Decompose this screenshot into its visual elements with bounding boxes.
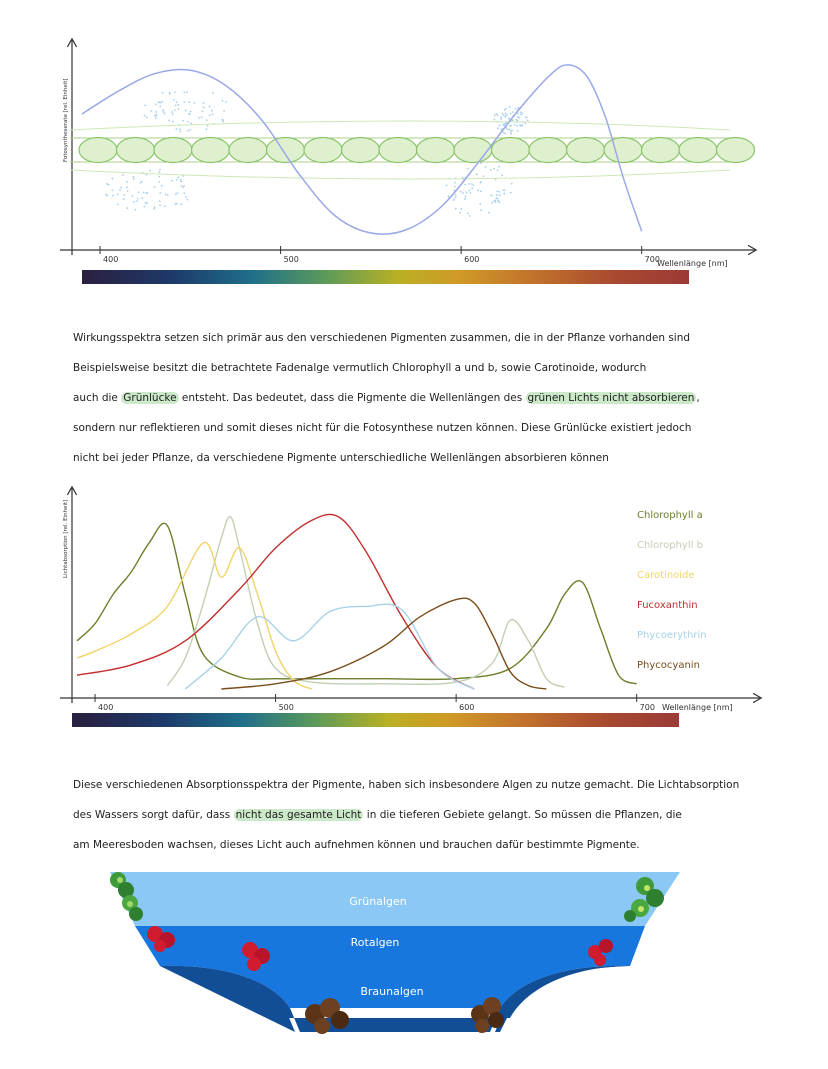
bubble-dot <box>512 111 514 113</box>
bubble-dot <box>179 128 181 130</box>
algae-cell <box>417 138 455 163</box>
bubble-dot <box>505 108 507 110</box>
bubble-dot <box>126 186 128 188</box>
bubble-dot <box>497 114 499 116</box>
bubble-dot <box>503 189 505 191</box>
bubble-dot <box>499 125 501 127</box>
bubble-dot <box>144 104 146 106</box>
bubble-dot <box>503 193 505 195</box>
bubble-dot <box>460 191 462 193</box>
bubble-dot <box>509 129 511 131</box>
series-line-fucoxanthin <box>77 514 474 689</box>
bubble-dot <box>122 174 124 176</box>
bubble-dot <box>203 106 205 108</box>
algae-cell <box>267 138 305 163</box>
bubble-dot <box>155 103 157 105</box>
bubble-dot <box>112 195 114 197</box>
bubble-dot <box>164 113 166 115</box>
bubble-dot <box>459 212 461 214</box>
bubble-dot <box>497 127 499 129</box>
bubble-dot <box>222 121 224 123</box>
bubble-dot <box>502 113 504 115</box>
legend-item-phycocyanin: Phycocyanin <box>637 660 700 671</box>
bubble-dot <box>455 196 457 198</box>
text-line <box>73 383 763 413</box>
bubble-dot <box>488 212 490 214</box>
bubble-dot <box>467 212 469 214</box>
bubble-dot <box>496 190 498 192</box>
algae-cell <box>117 138 155 163</box>
bubble-dot <box>477 190 479 192</box>
bubble-dot <box>155 117 157 119</box>
bubble-dot <box>464 184 466 186</box>
bubble-dot <box>508 117 510 119</box>
algae-cell <box>529 138 567 163</box>
bubble-dot <box>111 189 113 191</box>
algae-cell <box>567 138 605 163</box>
bubble-dot <box>198 117 200 119</box>
bubble-dot <box>498 191 500 193</box>
bubble-dot <box>154 186 156 188</box>
bubble-dot <box>503 124 505 126</box>
ocean-algae-illustration <box>100 868 690 1038</box>
bubble-dot <box>174 109 176 111</box>
text-fragment: des Wassers sorgt dafür, dass <box>73 809 231 821</box>
bubble-dot <box>156 114 158 116</box>
bubble-dot <box>141 181 143 183</box>
bubble-dot <box>476 173 478 175</box>
bubble-dot <box>206 128 208 130</box>
algae-cell <box>304 138 342 163</box>
paragraph-action-spectrum <box>73 323 763 473</box>
bubble-dot <box>206 119 208 121</box>
bubble-dot <box>179 130 181 132</box>
bubble-dot <box>500 116 502 118</box>
color-spectrum-bar <box>82 270 689 284</box>
bubble-dot <box>505 112 507 114</box>
legend-item-phycoerythrin: Phycoerythrin <box>637 630 707 641</box>
bubble-dot <box>494 200 496 202</box>
algae-cell <box>79 138 117 163</box>
bubble-dot <box>509 125 511 127</box>
bubble-dot <box>159 169 161 171</box>
y-axis-label: Lichtabsorption [rel. Einheit] <box>63 499 69 578</box>
bubble-dot <box>212 113 214 115</box>
bubble-dot <box>175 203 177 205</box>
algae-cell <box>454 138 492 163</box>
bubble-dot <box>473 184 475 186</box>
series-line-chlorophyll-a <box>77 523 637 683</box>
bubble-dot <box>494 115 496 117</box>
bubble-dot <box>517 120 519 122</box>
bubble-dot <box>158 181 160 183</box>
bubble-dot <box>471 183 473 185</box>
algae-cell <box>379 138 417 163</box>
bubble-dot <box>182 120 184 122</box>
bubble-dot <box>136 200 138 202</box>
bubble-dot <box>176 101 178 103</box>
bubble-dot <box>493 168 495 170</box>
highlight-green-gap: Grünlücke <box>123 392 177 404</box>
text-line: nicht bei jeder Pflanze, da verschiedene Pigmente unterschiedliche Wellenlängen absorbieren können <box>73 452 609 464</box>
x-tick-label: 500 <box>283 255 299 264</box>
x-tick-label: 400 <box>103 255 119 264</box>
bubble-dot <box>171 111 173 113</box>
x-tick-label: 700 <box>644 255 660 264</box>
bubble-dot <box>123 194 125 196</box>
bubble-dot <box>524 122 526 124</box>
bubble-dot <box>149 170 151 172</box>
bubble-dot <box>498 166 500 168</box>
bubble-dot <box>504 115 506 117</box>
x-tick-label: 600 <box>459 703 475 712</box>
bubble-dot <box>510 131 512 133</box>
bubble-dot <box>105 194 107 196</box>
bubble-dot <box>520 114 522 116</box>
bubble-dot <box>480 181 482 183</box>
bubble-dot <box>470 192 472 194</box>
bubble-dot <box>144 115 146 117</box>
bubble-dot <box>222 100 224 102</box>
bubble-dot <box>138 191 140 193</box>
bubble-dot <box>159 204 161 206</box>
bubble-dot <box>162 109 164 111</box>
x-axis-label: Wellenlänge [nm] <box>657 259 728 268</box>
bubble-dot <box>171 180 173 182</box>
text-line: Beispielsweise besitzt die betrachtete Fadenalge vermutlich Chlorophyll a und b, sowie Carotinoide, wodurch <box>73 362 647 374</box>
bubble-dot <box>176 179 178 181</box>
bubble-dot <box>500 118 502 120</box>
bubble-dot <box>159 192 161 194</box>
bubble-dot <box>180 185 182 187</box>
series-line-phycocyanin <box>221 598 546 689</box>
algae-cell <box>604 138 642 163</box>
bubble-dot <box>162 92 164 94</box>
bubble-dot <box>132 195 134 197</box>
bubble-dot <box>468 183 470 185</box>
text-line: am Meeresboden wachsen, dieses Licht auch aufnehmen können und brauchen dafür bestimmte Pigmente. <box>73 839 640 851</box>
bubble-dot <box>180 179 182 181</box>
bubble-dot <box>209 106 211 108</box>
bubble-dot <box>185 196 187 198</box>
bubble-dot <box>521 124 523 126</box>
bubble-dot <box>177 104 179 106</box>
label-brown-algae: Braunalgen <box>360 985 424 998</box>
bubble-dot <box>491 202 493 204</box>
bubble-dot <box>175 193 177 195</box>
bubble-dot <box>469 215 471 217</box>
bubble-dot <box>126 181 128 183</box>
highlight-green-light: grünen Lichts nicht absorbieren <box>527 392 695 404</box>
y-axis-label: Fotosyntheserate [rel. Einheit] <box>63 78 69 162</box>
bubble-dot <box>137 198 139 200</box>
legend-item-carotinoide: Carotinoide <box>637 570 695 581</box>
algae-cell <box>679 138 717 163</box>
algae-cell <box>717 138 755 163</box>
bubble-dot <box>184 91 186 93</box>
bubble-dot <box>183 101 185 103</box>
bubble-dot <box>202 102 204 104</box>
bubble-dot <box>454 186 456 188</box>
series-line-phycoerythrin <box>185 604 474 689</box>
bubble-dot <box>504 133 506 135</box>
x-tick-label: 600 <box>464 255 480 264</box>
bubble-dot <box>495 113 497 115</box>
bubble-dot <box>161 185 163 187</box>
bubble-dot <box>185 110 187 112</box>
algae-cell <box>642 138 680 163</box>
bubble-dot <box>132 176 134 178</box>
bubble-dot <box>510 113 512 115</box>
bubble-dot <box>190 111 192 113</box>
bubble-dot <box>464 198 466 200</box>
bubble-dot <box>462 192 464 194</box>
bubble-dot <box>483 175 485 177</box>
bubble-dot <box>491 194 493 196</box>
bubble-dot <box>453 199 455 201</box>
bubble-dot <box>127 190 129 192</box>
bubble-dot <box>446 184 448 186</box>
legend-item-chlorophyll-b: Chlorophyll b <box>637 540 703 551</box>
bubble-dot <box>455 194 457 196</box>
bubble-dot <box>493 119 495 121</box>
bubble-dot <box>455 208 457 210</box>
bubble-dot <box>163 111 165 113</box>
bubble-dot <box>520 111 522 113</box>
series-line-carotinoide <box>77 542 312 689</box>
bubble-dot <box>188 101 190 103</box>
bubble-dot <box>161 101 163 103</box>
bubble-dot <box>168 120 170 122</box>
bubble-dot <box>506 114 508 116</box>
bubble-dot <box>511 183 513 185</box>
bubble-dot <box>180 181 182 183</box>
bubble-dot <box>169 92 171 94</box>
algae-cell <box>229 138 267 163</box>
bubble-dot <box>527 119 529 121</box>
bubble-dot <box>176 192 178 194</box>
bubble-dot <box>154 206 156 208</box>
bubble-dot <box>158 101 160 103</box>
bubble-dot <box>504 123 506 125</box>
bubble-dot <box>173 99 175 101</box>
bubble-dot <box>153 208 155 210</box>
bubble-dot <box>177 177 179 179</box>
bubble-dot <box>180 203 182 205</box>
bubble-dot <box>471 187 473 189</box>
text-line: sondern nur reflektieren und somit dieses nicht für die Fotosynthese nutzen können. Diese Grünlücke existiert jedoch <box>73 422 692 434</box>
bubble-dot <box>201 116 203 118</box>
bubble-dot <box>225 101 227 103</box>
bubble-dot <box>497 198 499 200</box>
bubble-dot <box>186 199 188 201</box>
bubble-dot <box>145 192 147 194</box>
bubble-dot <box>509 106 511 108</box>
x-axis-label: Wellenlänge [nm] <box>662 703 733 712</box>
bubble-dot <box>188 113 190 115</box>
bubble-dot <box>150 110 152 112</box>
bubble-dot <box>211 110 213 112</box>
bubble-dot <box>133 178 135 180</box>
text-fragment: in die tieferen Gebiete gelangt. So müssen die Pflanzen, die <box>366 809 682 821</box>
text-fragment: , <box>696 392 700 404</box>
bubble-dot <box>183 192 185 194</box>
bubble-dot <box>480 190 482 192</box>
bubble-dot <box>515 119 517 121</box>
bubble-dot <box>141 197 143 199</box>
bubble-dot <box>513 124 515 126</box>
algae-filament <box>70 121 755 179</box>
color-spectrum-bar <box>72 713 679 727</box>
bubble-dot <box>202 110 204 112</box>
bubble-dot <box>119 189 121 191</box>
legend-item-chlorophyll-a: Chlorophyll a <box>637 510 703 521</box>
bubble-dot <box>503 132 505 134</box>
label-red-algae: Rotalgen <box>350 936 400 949</box>
bubble-dot <box>145 202 147 204</box>
bubble-dot <box>108 184 110 186</box>
bubble-dot <box>134 209 136 211</box>
bubble-dot <box>175 105 177 107</box>
bubble-dot <box>120 187 122 189</box>
text-fragment: entsteht. Das bedeutet, dass die Pigmente die Wellenlängen des <box>181 392 523 404</box>
bubble-dot <box>519 117 521 119</box>
bubble-dot <box>133 201 135 203</box>
bubble-dot <box>503 114 505 116</box>
algae-cell <box>492 138 530 163</box>
bubble-dot <box>511 130 513 132</box>
bubble-dot <box>190 123 192 125</box>
bubble-dot <box>143 192 145 194</box>
bubble-dot <box>159 200 161 202</box>
bubble-dot <box>512 119 514 121</box>
bubble-dot <box>117 204 119 206</box>
bubble-dot <box>112 178 114 180</box>
bubble-dot <box>479 203 481 205</box>
text-line <box>73 800 763 830</box>
bubble-dot <box>155 111 157 113</box>
bubble-dot <box>516 125 518 127</box>
bubble-dot <box>515 108 517 110</box>
bubble-dot <box>176 128 178 130</box>
bubble-dot <box>485 166 487 168</box>
bubble-dot <box>207 125 209 127</box>
algae-cell <box>342 138 380 163</box>
bubble-dot <box>187 121 189 123</box>
bubble-dot <box>223 110 225 112</box>
bubble-dot <box>143 206 145 208</box>
bubble-dot <box>172 121 174 123</box>
bubble-dot <box>498 200 500 202</box>
x-tick-label: 400 <box>98 703 114 712</box>
bubble-dot <box>517 130 519 132</box>
bubble-dot <box>510 192 512 194</box>
bubble-dot <box>158 176 160 178</box>
text-line: Diese verschiedenen Absorptionsspektra der Pigmente, haben sich insbesondere Algen zu nutze gemacht. Die Lichtabsorption <box>73 779 740 791</box>
bubble-dot <box>209 114 211 116</box>
bubble-dot <box>480 209 482 211</box>
bubble-dot <box>189 129 191 131</box>
x-tick-label: 700 <box>639 703 655 712</box>
bubble-dot <box>448 196 450 198</box>
bubble-dot <box>146 117 148 119</box>
bubble-dot <box>123 198 125 200</box>
bubble-dot <box>510 133 512 135</box>
text-fragment: auch die <box>73 392 118 404</box>
bubble-dot <box>178 108 180 110</box>
bubble-dot <box>468 190 470 192</box>
bubble-dot <box>164 205 166 207</box>
bubble-dot <box>507 129 509 131</box>
bubble-dot <box>526 116 528 118</box>
bubble-dot <box>172 113 174 115</box>
bubble-dot <box>106 183 108 185</box>
bubble-dot <box>499 194 501 196</box>
bubble-dot <box>174 91 176 93</box>
highlight-not-all-light: nicht das gesamte Licht <box>235 809 362 821</box>
bubble-dot <box>159 171 161 173</box>
bubble-dot <box>460 208 462 210</box>
bubble-dot <box>165 194 167 196</box>
bubble-dot <box>187 130 189 132</box>
bubble-dot <box>183 185 185 187</box>
legend-item-fucoxanthin: Fucoxanthin <box>637 600 698 611</box>
bubble-dot <box>465 196 467 198</box>
bubble-dot <box>117 194 119 196</box>
algae-cell <box>154 138 192 163</box>
x-tick-label: 500 <box>278 703 294 712</box>
bubble-dot <box>496 194 498 196</box>
bubble-dot <box>466 192 468 194</box>
photosynthesis-rate-chart <box>40 30 780 300</box>
bubble-dot <box>212 92 214 94</box>
bubble-dot <box>501 175 503 177</box>
bubble-dot <box>159 105 161 107</box>
bubble-dot <box>126 207 128 209</box>
text-line: Wirkungsspektra setzen sich primär aus den verschiedenen Pigmenten zusammen, die in der Pflanze vorhanden sind <box>73 332 691 344</box>
bubble-dot <box>504 109 506 111</box>
algae-cell <box>192 138 230 163</box>
bubble-dot <box>454 182 456 184</box>
paragraph-algae-pigments <box>73 770 763 860</box>
bubble-dot <box>186 91 188 93</box>
label-green-algae: Grünalgen <box>349 895 407 908</box>
bubble-dot <box>167 194 169 196</box>
bubble-dot <box>517 116 519 118</box>
bubble-dot <box>497 169 499 171</box>
bubble-dot <box>490 169 492 171</box>
bubble-dot <box>194 102 196 104</box>
bubble-dot <box>467 168 469 170</box>
